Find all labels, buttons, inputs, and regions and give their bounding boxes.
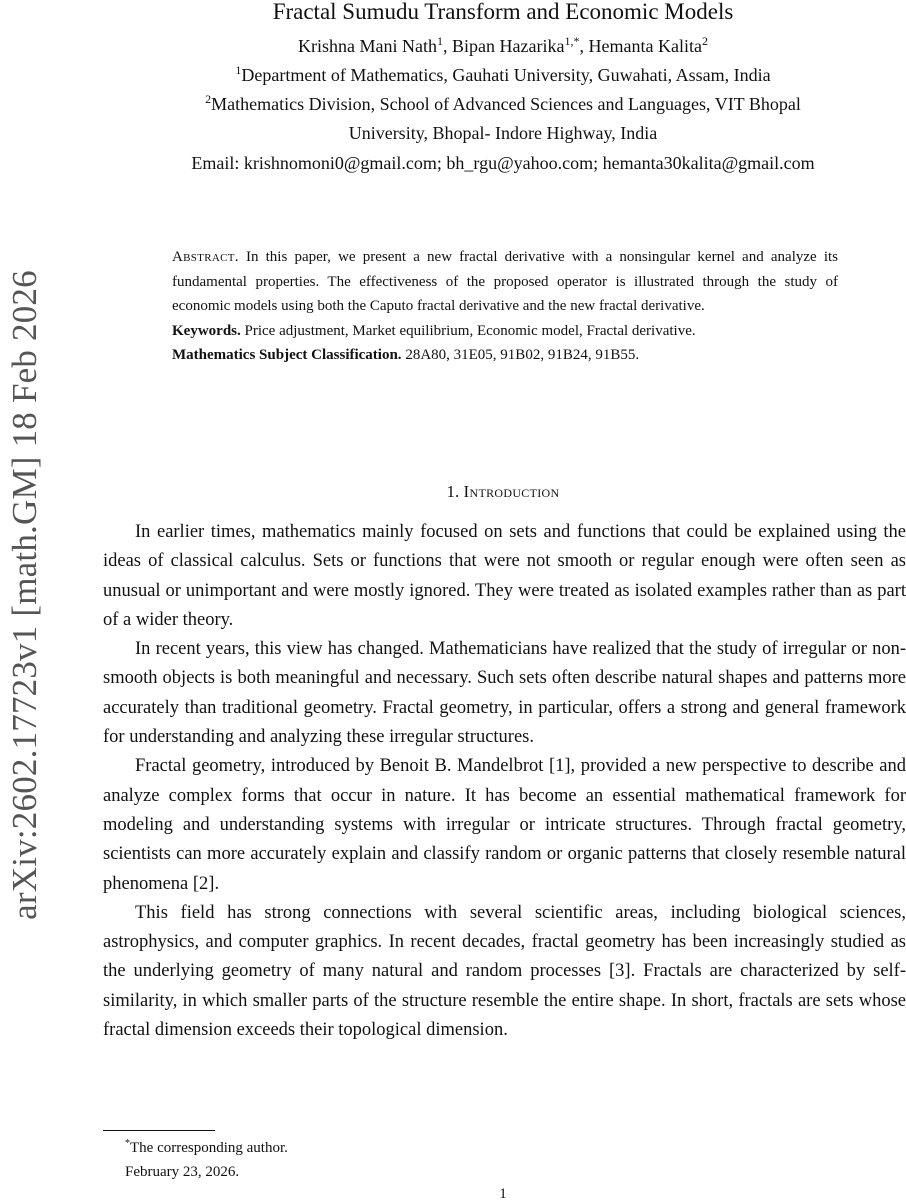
arxiv-identifier-stamp [0, 240, 50, 950]
abstract-block [172, 245, 838, 368]
keywords-label: Keywords. [172, 322, 241, 339]
introduction-body [103, 518, 906, 1045]
author-affiliation-mark: 1 [437, 34, 444, 48]
section-title: Introduction [463, 482, 560, 501]
footnote-divider [103, 1130, 215, 1131]
abstract-paragraph [172, 245, 838, 319]
author-affiliation-mark: 2 [701, 34, 708, 48]
body-paragraph: In recent years, this view has changed. Mathematicians have realized that the study of irregular or non-smooth objects is both meaningful and necessary. Such sets often describe natural shapes and patterns more accurately than traditional geometry. Fractal geometry, in particular, offers a strong and general framework for understanding and analyzing these irregular structures. [103, 639, 906, 748]
footnote-text: The corresponding author. [130, 1140, 288, 1156]
affiliation-1 [100, 62, 906, 88]
affiliation-text: Mathematics Division, School of Advanced Sciences and Languages, VIT Bhopal [211, 94, 801, 114]
keywords-line [172, 319, 838, 344]
body-paragraph: This field has strong connections with several scientific areas, including biological sciences, astrophysics, and computer graphics. In recent decades, fractal geometry has been increasingly studied as the underlying geometry of many natural and random processes [3]. Fractals are characterized by self-similarity, in which smaller parts of the structure resemble the entire shape. In short, fractals are sets whose fractal dimension exceeds their topological dimension. [103, 902, 906, 1041]
email-line: Email: krishnomoni0@gmail.com; bh_rgu@yahoo.com; hemanta30kalita@gmail.com [191, 153, 815, 173]
affiliation-mark: 1 [235, 63, 242, 77]
footnote-text: February 23, 2026. [125, 1164, 240, 1180]
footnote-date [103, 1162, 803, 1182]
abstract-text: In this paper, we present a new fractal derivative with a nonsingular kernel and analyze its fundamental properties. The effectiveness of the proposed operator is illustrated through the study of economic models using both the Caputo fractal derivative and the new fractal derivative. [172, 249, 839, 314]
affiliation-text: Department of Mathematics, Gauhati University, Guwahati, Assam, India [241, 65, 771, 85]
section-heading [100, 480, 906, 504]
keywords-text: Price adjustment, Market equilibrium, Economic model, Fractal derivative. [244, 322, 696, 339]
author-affiliation-mark: 1,* [564, 34, 580, 48]
paper-title: Fractal Sumudu Transform and Economic Models [272, 0, 734, 24]
affiliation-2 [100, 91, 906, 117]
author-name: Hemanta Kalita [588, 36, 702, 56]
msc-line [172, 343, 838, 368]
msc-codes: 28A80, 31E05, 91B02, 91B24, 91B55. [405, 347, 640, 363]
page-number: 1 [499, 1186, 507, 1202]
body-paragraph: In earlier times, mathematics mainly focused on sets and functions that could be explained using the ideas of classical calculus. Sets or functions that were not smooth or regular enough were often seen as unusual or unimportant and were mostly ignored. They were treated as isolated examples rather than as part of a wider theory. [103, 522, 906, 630]
body-paragraph: Fractal geometry, introduced by Benoit B. Mandelbrot [1], provided a new perspective to describe and analyze complex forms that occur in nature. It has become an essential mathematical framework for modeling and understanding systems with irregular or intricate structures. Through fractal geometry, scientists can more accurately explain and classify random or organic patterns that closely resemble natural phenomena [2]. [103, 756, 906, 894]
author-name: Krishna Mani Nath [298, 36, 438, 56]
affiliation-mark: 2 [205, 92, 212, 106]
author-list: Krishna Mani Nath$^1$, Bipan Hazarika$^{1,*}$, Hemanta Kalita$^2$ [298, 34, 708, 56]
arxiv-identifier-text: arXiv:2602.17723v1 [math.GM] 18 Feb 2026 [5, 270, 44, 920]
section-number: 1. [446, 482, 460, 501]
footnote-corresponding-author [103, 1138, 803, 1158]
msc-label: Mathematics Subject Classification. [172, 347, 402, 363]
affiliation-2-continued: University, Bhopal- Indore Highway, India [348, 123, 658, 143]
footnote-mark: * [125, 1138, 130, 1149]
author-name: Bipan Hazarika [452, 36, 565, 56]
abstract-label: Abstract. [172, 249, 239, 265]
